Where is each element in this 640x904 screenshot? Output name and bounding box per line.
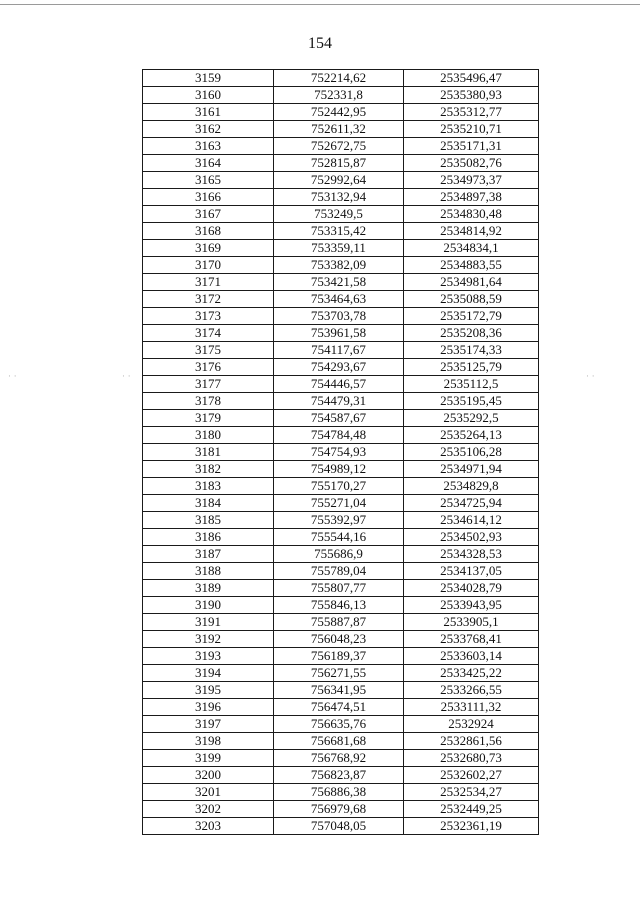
x-coordinate-cell: 755846,13 (274, 597, 404, 614)
y-coordinate-cell: 2533603,14 (404, 648, 539, 665)
x-coordinate-cell: 755887,87 (274, 614, 404, 631)
table-row (143, 546, 539, 563)
x-coordinate-cell: 754479,31 (274, 393, 404, 410)
table-row (143, 495, 539, 512)
point-number-cell: 3203 (143, 818, 274, 835)
x-coordinate-cell: 755544,16 (274, 529, 404, 546)
point-number-cell: 3188 (143, 563, 274, 580)
x-coordinate-cell: 755807,77 (274, 580, 404, 597)
x-coordinate-cell: 754293,67 (274, 359, 404, 376)
point-number-cell: 3187 (143, 546, 274, 563)
y-coordinate-cell: 2535210,71 (404, 121, 539, 138)
coordinates-table (142, 69, 539, 835)
table-row (143, 512, 539, 529)
point-number-cell: 3180 (143, 427, 274, 444)
point-number-cell: 3173 (143, 308, 274, 325)
coordinates-table-body (143, 70, 539, 835)
point-number-cell: 3192 (143, 631, 274, 648)
x-coordinate-cell: 755271,04 (274, 495, 404, 512)
table-row (143, 257, 539, 274)
table-row (143, 308, 539, 325)
y-coordinate-cell: 2535171,31 (404, 138, 539, 155)
point-number-cell: 3168 (143, 223, 274, 240)
y-coordinate-cell: 2534028,79 (404, 580, 539, 597)
x-coordinate-cell: 754117,67 (274, 342, 404, 359)
x-coordinate-cell: 755789,04 (274, 563, 404, 580)
y-coordinate-cell: 2533768,41 (404, 631, 539, 648)
table-row (143, 767, 539, 784)
table-row (143, 478, 539, 495)
table-row (143, 784, 539, 801)
table-row (143, 121, 539, 138)
point-number-cell: 3190 (143, 597, 274, 614)
y-coordinate-cell: 2533905,1 (404, 614, 539, 631)
x-coordinate-cell: 753382,09 (274, 257, 404, 274)
x-coordinate-cell: 752992,64 (274, 172, 404, 189)
table-row (143, 699, 539, 716)
point-number-cell: 3189 (143, 580, 274, 597)
point-number-cell: 3167 (143, 206, 274, 223)
table-row (143, 461, 539, 478)
table-row (143, 614, 539, 631)
y-coordinate-cell: 2534897,38 (404, 189, 539, 206)
x-coordinate-cell: 752815,87 (274, 155, 404, 172)
y-coordinate-cell: 2532449,25 (404, 801, 539, 818)
x-coordinate-cell: 756189,37 (274, 648, 404, 665)
y-coordinate-cell: 2535195,45 (404, 393, 539, 410)
y-coordinate-cell: 2534981,64 (404, 274, 539, 291)
y-coordinate-cell: 2534725,94 (404, 495, 539, 512)
y-coordinate-cell: 2532361,19 (404, 818, 539, 835)
point-number-cell: 3171 (143, 274, 274, 291)
point-number-cell: 3179 (143, 410, 274, 427)
table-row (143, 682, 539, 699)
x-coordinate-cell: 757048,05 (274, 818, 404, 835)
y-coordinate-cell: 2534137,05 (404, 563, 539, 580)
x-coordinate-cell: 753359,11 (274, 240, 404, 257)
x-coordinate-cell: 752331,8 (274, 87, 404, 104)
y-coordinate-cell: 2534830,48 (404, 206, 539, 223)
y-coordinate-cell: 2535292,5 (404, 410, 539, 427)
y-coordinate-cell: 2535082,76 (404, 155, 539, 172)
table-row (143, 410, 539, 427)
point-number-cell: 3178 (143, 393, 274, 410)
point-number-cell: 3195 (143, 682, 274, 699)
point-number-cell: 3176 (143, 359, 274, 376)
point-number-cell: 3201 (143, 784, 274, 801)
table-row (143, 648, 539, 665)
table-row (143, 427, 539, 444)
scan-speck-margin: · · (122, 372, 131, 382)
point-number-cell: 3162 (143, 121, 274, 138)
x-coordinate-cell: 753315,42 (274, 223, 404, 240)
x-coordinate-cell: 756341,95 (274, 682, 404, 699)
point-number-cell: 3177 (143, 376, 274, 393)
y-coordinate-cell: 2534814,92 (404, 223, 539, 240)
table-row (143, 206, 539, 223)
table-row (143, 818, 539, 835)
point-number-cell: 3199 (143, 750, 274, 767)
point-number-cell: 3181 (143, 444, 274, 461)
x-coordinate-cell: 753421,58 (274, 274, 404, 291)
x-coordinate-cell: 753132,94 (274, 189, 404, 206)
point-number-cell: 3194 (143, 665, 274, 682)
y-coordinate-cell: 2534614,12 (404, 512, 539, 529)
x-coordinate-cell: 754446,57 (274, 376, 404, 393)
point-number-cell: 3193 (143, 648, 274, 665)
x-coordinate-cell: 754754,93 (274, 444, 404, 461)
y-coordinate-cell: 2535174,33 (404, 342, 539, 359)
x-coordinate-cell: 755392,97 (274, 512, 404, 529)
point-number-cell: 3191 (143, 614, 274, 631)
x-coordinate-cell: 756681,68 (274, 733, 404, 750)
point-number-cell: 3174 (143, 325, 274, 342)
y-coordinate-cell: 2533266,55 (404, 682, 539, 699)
table-row (143, 172, 539, 189)
y-coordinate-cell: 2534971,94 (404, 461, 539, 478)
x-coordinate-cell: 755686,9 (274, 546, 404, 563)
point-number-cell: 3160 (143, 87, 274, 104)
table-row (143, 580, 539, 597)
y-coordinate-cell: 2534328,53 (404, 546, 539, 563)
table-row (143, 138, 539, 155)
y-coordinate-cell: 2535380,93 (404, 87, 539, 104)
y-coordinate-cell: 2534829,8 (404, 478, 539, 495)
table-row (143, 563, 539, 580)
y-coordinate-cell: 2535172,79 (404, 308, 539, 325)
x-coordinate-cell: 752611,32 (274, 121, 404, 138)
y-coordinate-cell: 2533943,95 (404, 597, 539, 614)
x-coordinate-cell: 753703,78 (274, 308, 404, 325)
y-coordinate-cell: 2534502,93 (404, 529, 539, 546)
x-coordinate-cell: 755170,27 (274, 478, 404, 495)
point-number-cell: 3165 (143, 172, 274, 189)
x-coordinate-cell: 756768,92 (274, 750, 404, 767)
table-row (143, 240, 539, 257)
x-coordinate-cell: 756474,51 (274, 699, 404, 716)
x-coordinate-cell: 754587,67 (274, 410, 404, 427)
point-number-cell: 3169 (143, 240, 274, 257)
point-number-cell: 3175 (143, 342, 274, 359)
point-number-cell: 3164 (143, 155, 274, 172)
table-row (143, 444, 539, 461)
x-coordinate-cell: 753249,5 (274, 206, 404, 223)
table-row (143, 274, 539, 291)
y-coordinate-cell: 2535088,59 (404, 291, 539, 308)
x-coordinate-cell: 753464,63 (274, 291, 404, 308)
y-coordinate-cell: 2535112,5 (404, 376, 539, 393)
page-number: 154 (308, 35, 332, 52)
table-row (143, 597, 539, 614)
point-number-cell: 3196 (143, 699, 274, 716)
point-number-cell: 3166 (143, 189, 274, 206)
point-number-cell: 3200 (143, 767, 274, 784)
table-row (143, 223, 539, 240)
y-coordinate-cell: 2535312,77 (404, 104, 539, 121)
table-row (143, 529, 539, 546)
y-coordinate-cell: 2535208,36 (404, 325, 539, 342)
y-coordinate-cell: 2535106,28 (404, 444, 539, 461)
point-number-cell: 3161 (143, 104, 274, 121)
y-coordinate-cell: 2535125,79 (404, 359, 539, 376)
scan-speck-right: · · (586, 372, 595, 382)
x-coordinate-cell: 756635,76 (274, 716, 404, 733)
x-coordinate-cell: 756979,68 (274, 801, 404, 818)
point-number-cell: 3170 (143, 257, 274, 274)
y-coordinate-cell: 2532680,73 (404, 750, 539, 767)
table-row (143, 359, 539, 376)
top-edge-rule (0, 4, 640, 5)
table-row (143, 393, 539, 410)
x-coordinate-cell: 756886,38 (274, 784, 404, 801)
table-row (143, 189, 539, 206)
y-coordinate-cell: 2533111,32 (404, 699, 539, 716)
point-number-cell: 3183 (143, 478, 274, 495)
table-row (143, 631, 539, 648)
y-coordinate-cell: 2533425,22 (404, 665, 539, 682)
point-number-cell: 3185 (143, 512, 274, 529)
point-number-cell: 3172 (143, 291, 274, 308)
y-coordinate-cell: 2534883,55 (404, 257, 539, 274)
point-number-cell: 3202 (143, 801, 274, 818)
x-coordinate-cell: 753961,58 (274, 325, 404, 342)
table-row (143, 291, 539, 308)
point-number-cell: 3184 (143, 495, 274, 512)
table-row (143, 801, 539, 818)
x-coordinate-cell: 756048,23 (274, 631, 404, 648)
y-coordinate-cell: 2532602,27 (404, 767, 539, 784)
x-coordinate-cell: 752672,75 (274, 138, 404, 155)
x-coordinate-cell: 752442,95 (274, 104, 404, 121)
table-row (143, 325, 539, 342)
table-row (143, 750, 539, 767)
point-number-cell: 3159 (143, 70, 274, 87)
table-row (143, 87, 539, 104)
point-number-cell: 3197 (143, 716, 274, 733)
x-coordinate-cell: 756271,55 (274, 665, 404, 682)
y-coordinate-cell: 2534834,1 (404, 240, 539, 257)
x-coordinate-cell: 754989,12 (274, 461, 404, 478)
point-number-cell: 3163 (143, 138, 274, 155)
y-coordinate-cell: 2534973,37 (404, 172, 539, 189)
point-number-cell: 3186 (143, 529, 274, 546)
table-row (143, 70, 539, 87)
x-coordinate-cell: 754784,48 (274, 427, 404, 444)
point-number-cell: 3182 (143, 461, 274, 478)
x-coordinate-cell: 752214,62 (274, 70, 404, 87)
table-row (143, 733, 539, 750)
table-row (143, 342, 539, 359)
scan-speck-left: · · (8, 372, 17, 382)
y-coordinate-cell: 2532861,56 (404, 733, 539, 750)
y-coordinate-cell: 2532924 (404, 716, 539, 733)
y-coordinate-cell: 2535264,13 (404, 427, 539, 444)
table-row (143, 376, 539, 393)
y-coordinate-cell: 2532534,27 (404, 784, 539, 801)
table-row (143, 665, 539, 682)
x-coordinate-cell: 756823,87 (274, 767, 404, 784)
table-row (143, 104, 539, 121)
table-row (143, 155, 539, 172)
table-row (143, 716, 539, 733)
point-number-cell: 3198 (143, 733, 274, 750)
y-coordinate-cell: 2535496,47 (404, 70, 539, 87)
